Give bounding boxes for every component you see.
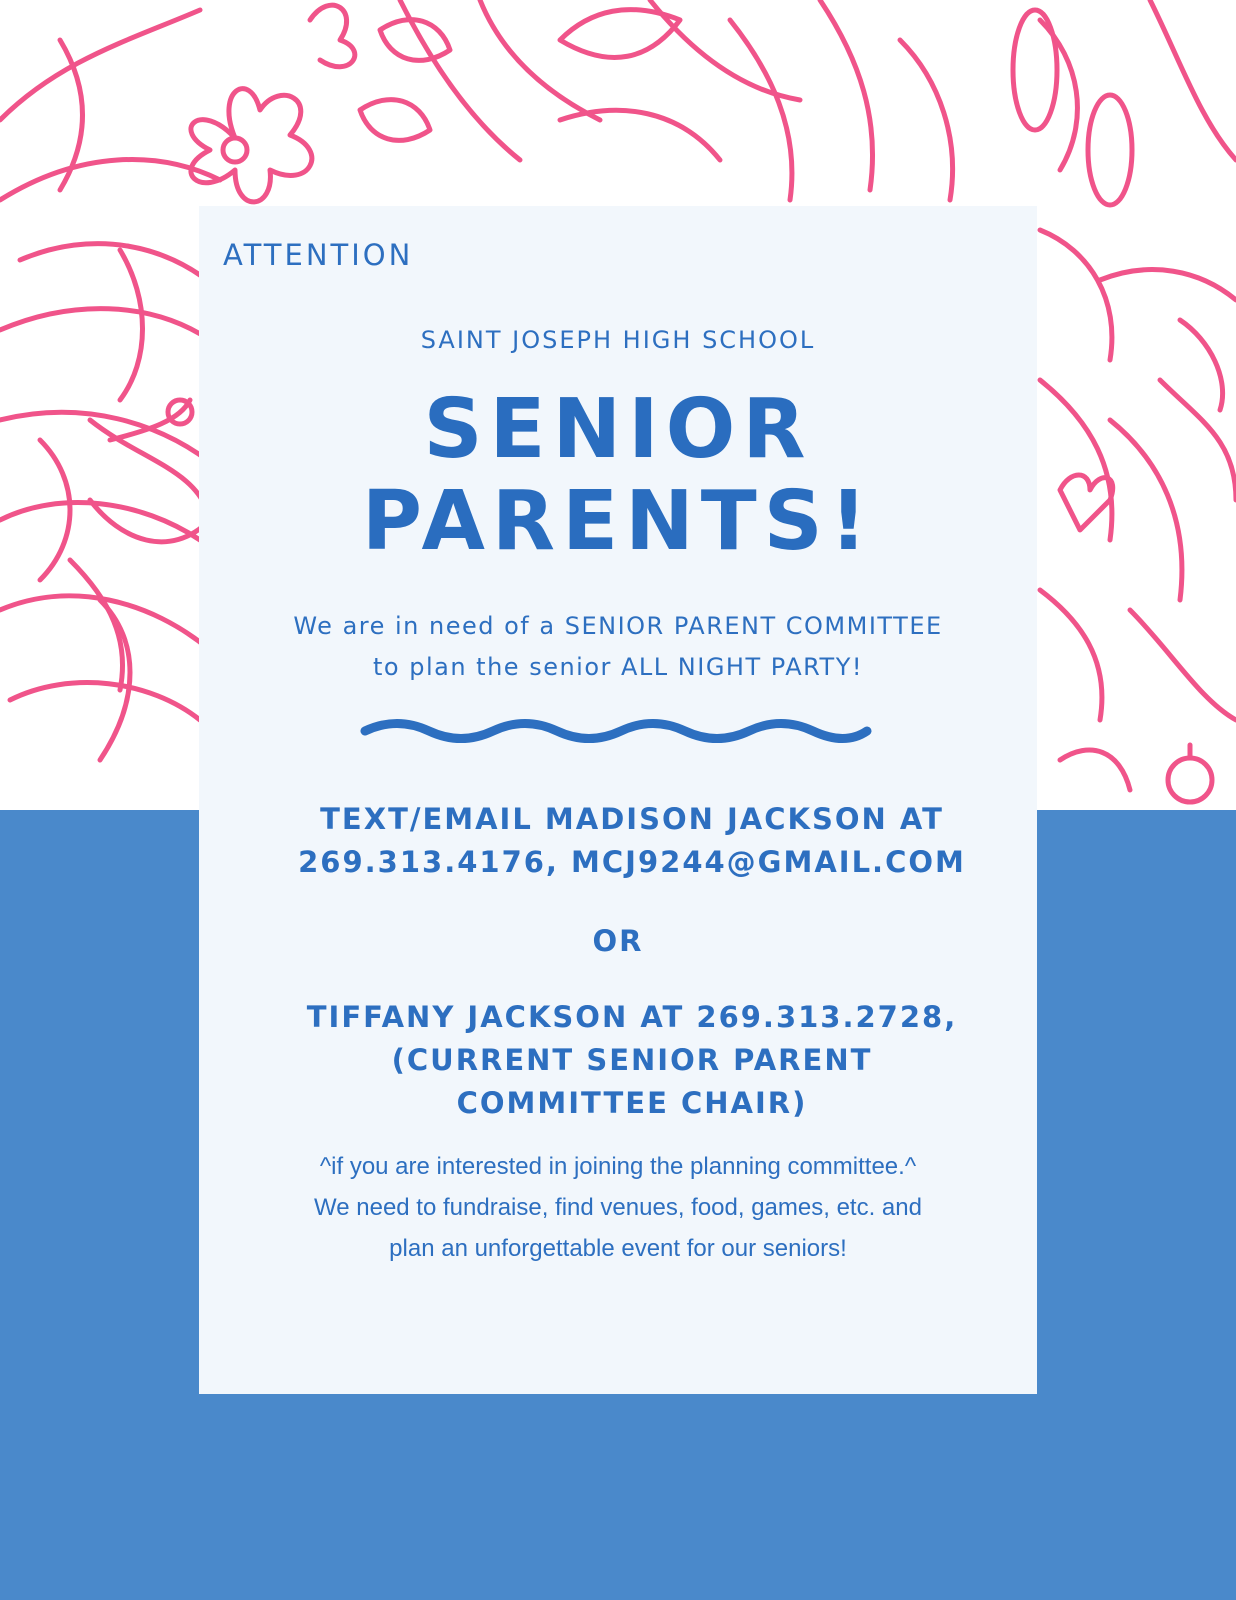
contact-tiffany-line-1: TIFFANY JACKSON AT 269.313.2728, <box>306 1000 958 1034</box>
intro-line-1: We are in need of a SENIOR PARENT COMMITTEE <box>293 612 943 640</box>
note-text <box>199 1146 1037 1269</box>
headline <box>199 384 1037 568</box>
intro-text <box>199 606 1037 688</box>
contact-tiffany-line-3: COMMITTEE CHAIR) <box>456 1086 808 1120</box>
headline-line-2: PARENTS! <box>361 474 875 569</box>
flyer-card <box>199 206 1037 1394</box>
school-name: SAINT JOSEPH HIGH SCHOOL <box>420 326 816 354</box>
note-line-2: We need to fundraise, find venues, food, games, etc. and <box>314 1194 922 1221</box>
eyebrow-text: ATTENTION <box>223 238 414 272</box>
or-separator: OR <box>592 924 644 958</box>
note-line-3: plan an unforgettable event for our seniors! <box>389 1235 847 1262</box>
contact-madison-line-1: TEXT/EMAIL MADISON JACKSON AT <box>320 802 944 836</box>
contact-tiffany-line-2: (CURRENT SENIOR PARENT <box>391 1043 873 1077</box>
intro-line-2: to plan the senior ALL NIGHT PARTY! <box>373 653 863 681</box>
contact-madison-line-2: 269.313.4176, MCJ9244@GMAIL.COM <box>298 845 966 879</box>
contact-madison <box>213 798 1051 884</box>
contact-tiffany <box>213 996 1051 1125</box>
headline-line-1: SENIOR <box>423 382 813 477</box>
note-line-1: ^if you are interested in joining the planning committee.^ <box>319 1153 917 1180</box>
wavy-line-icon <box>359 716 873 746</box>
